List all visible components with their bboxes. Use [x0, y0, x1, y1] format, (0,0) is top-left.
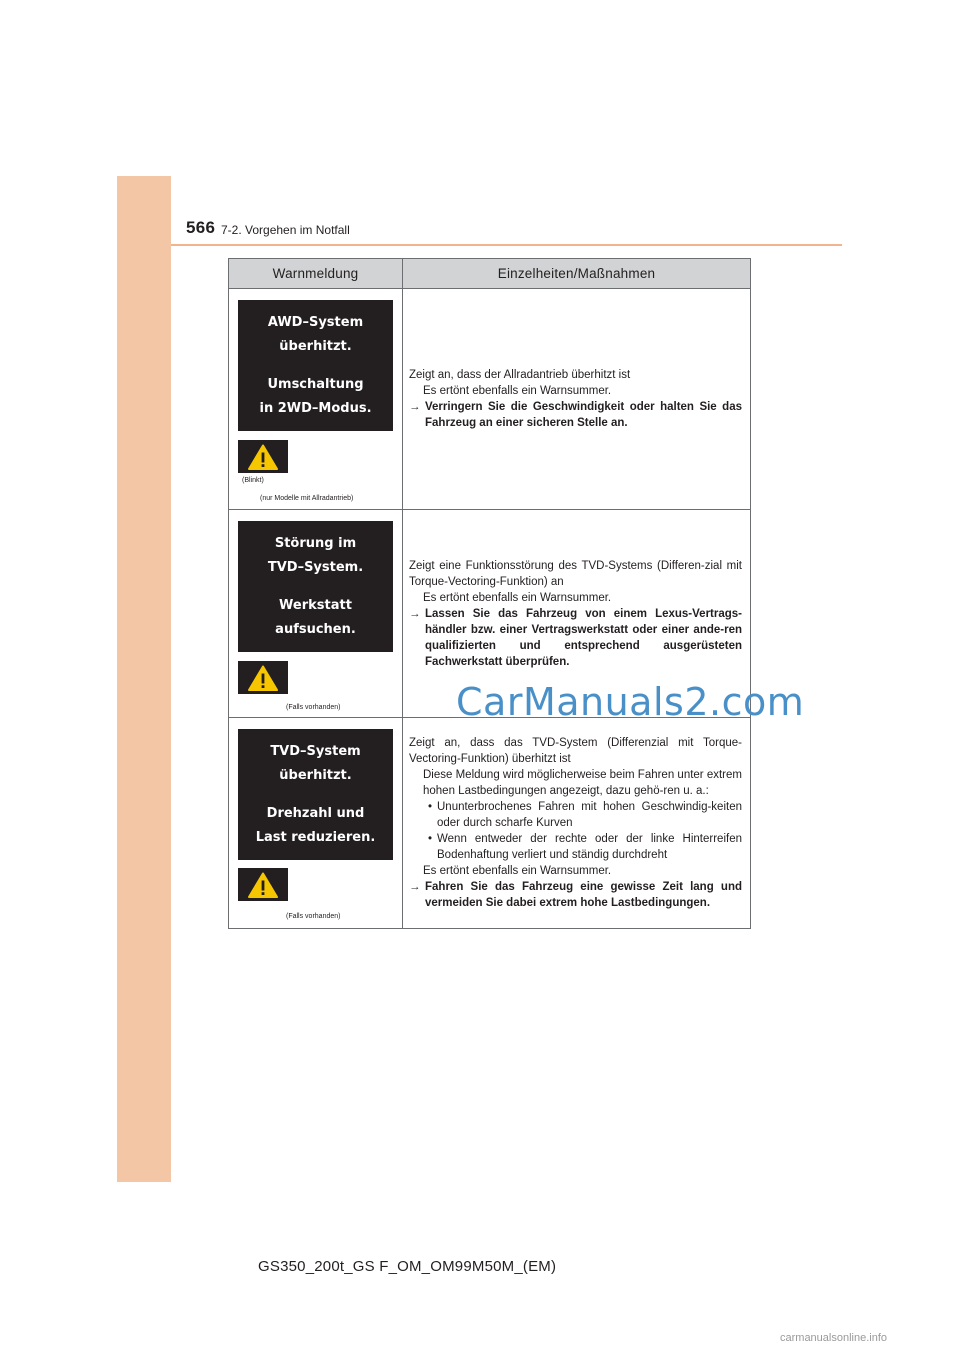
- column-header-message: Warnmeldung: [229, 259, 403, 289]
- detail-text: Diese Meldung wird möglicherweise beim Fahren unter extrem hohen Lastbedingungen angezeigt, dazu gehö-ren u. a.:: [423, 769, 742, 797]
- screen-line: TVD–System: [270, 743, 361, 759]
- list-item: [409, 799, 742, 831]
- action-text: Verringern Sie die Geschwindigkeit oder halten Sie das Fahrzeug an einer sicheren Stelle an.: [425, 401, 742, 429]
- page-number: 566: [186, 218, 216, 237]
- list-item: [409, 831, 742, 863]
- warning-triangle-icon: [248, 665, 278, 691]
- action-text: Fahren Sie das Fahrzeug eine gewisse Zeit lang und vermeiden Sie dabei extrem hohe Lastbedingungen.: [425, 881, 742, 909]
- detail-text: Zeigt an, dass der Allradantrieb überhitzt ist: [409, 369, 631, 381]
- screen-line: aufsuchen.: [275, 621, 356, 637]
- warning-indicator: [238, 661, 288, 694]
- display-screen: [238, 521, 393, 652]
- details-cell: [403, 289, 751, 510]
- document-code: GS350_200t_GS F_OM_OM99M50M_(EM): [258, 1258, 557, 1275]
- buzzer-text: Es ertönt ebenfalls ein Warnsummer.: [423, 865, 612, 877]
- bullet-icon: •: [427, 833, 433, 845]
- message-cell: [229, 289, 403, 510]
- screen-line: TVD–System.: [267, 559, 364, 575]
- screen-line: überhitzt.: [279, 338, 352, 354]
- arrow-icon: →: [409, 401, 421, 413]
- availability-note: (Falls vorhanden): [286, 704, 341, 711]
- bullet-icon: •: [427, 801, 433, 813]
- warning-table: [228, 258, 751, 929]
- availability-note: (Falls vorhanden): [286, 913, 341, 920]
- table-row: [229, 718, 751, 929]
- action-text: Lassen Sie das Fahrzeug von einem Lexus-Vertrags-händler bzw. einer Vertragswerkstatt oder einer ande-ren qualifizierten und entsprechend ausgerüsteten Fachwerkstatt überprüfen.: [425, 607, 742, 668]
- bullet-text: Wenn entweder der rechte oder der linke Hinterreifen Bodenhaftung verliert und ständig durchdreht: [437, 833, 742, 861]
- action-item: [409, 606, 742, 670]
- screen-line: in 2WD–Modus.: [259, 400, 372, 416]
- table-header-row: [229, 259, 751, 289]
- warning-indicator: [238, 868, 288, 901]
- warning-indicator: [238, 440, 288, 473]
- table-row: [229, 289, 751, 510]
- detail-text: Zeigt eine Funktionsstörung des TVD-Systems (Differen-zial mit Torque-Vectoring-Funktion) an: [409, 559, 742, 588]
- model-note: (nur Modelle mit Allradantrieb): [260, 495, 354, 502]
- screen-line: AWD–System: [267, 314, 364, 330]
- column-header-details: Einzelheiten/Maßnahmen: [403, 259, 751, 289]
- details-cell: [403, 718, 751, 929]
- screen-line: Umschaltung: [267, 376, 364, 392]
- side-band: [117, 176, 171, 1182]
- watermark: CarManuals2.com: [456, 680, 805, 724]
- blink-note: (Blinkt): [242, 477, 264, 484]
- bullet-text: Ununterbrochenes Fahren mit hohen Geschwindig-keiten oder durch scharfe Kurven: [437, 801, 742, 829]
- warning-triangle-icon: [248, 444, 278, 470]
- screen-line: Störung im: [274, 535, 357, 551]
- screen-line: überhitzt.: [279, 767, 352, 783]
- site-watermark: carmanualsonline.info: [780, 1332, 888, 1344]
- buzzer-text: Es ertönt ebenfalls ein Warnsummer.: [423, 591, 612, 604]
- action-item: [409, 399, 742, 431]
- header-rule: [171, 244, 842, 246]
- action-item: [409, 879, 742, 911]
- arrow-icon: →: [409, 607, 421, 620]
- display-screen: [238, 300, 393, 431]
- warning-triangle-icon: [248, 872, 278, 898]
- screen-line: Werkstatt: [279, 597, 352, 613]
- section-title: 7-2. Vorgehen im Notfall: [221, 223, 350, 237]
- arrow-icon: →: [409, 881, 421, 893]
- buzzer-text: Es ertönt ebenfalls ein Warnsummer.: [423, 385, 612, 397]
- screen-line: Drehzahl und: [266, 805, 365, 821]
- detail-text: Zeigt an, dass das TVD-System (Differenzial mit Torque-Vectoring-Funktion) überhitzt ist: [409, 737, 742, 765]
- message-cell: [229, 718, 403, 929]
- screen-line: Last reduzieren.: [255, 829, 376, 845]
- message-cell: [229, 510, 403, 718]
- display-screen: [238, 729, 393, 860]
